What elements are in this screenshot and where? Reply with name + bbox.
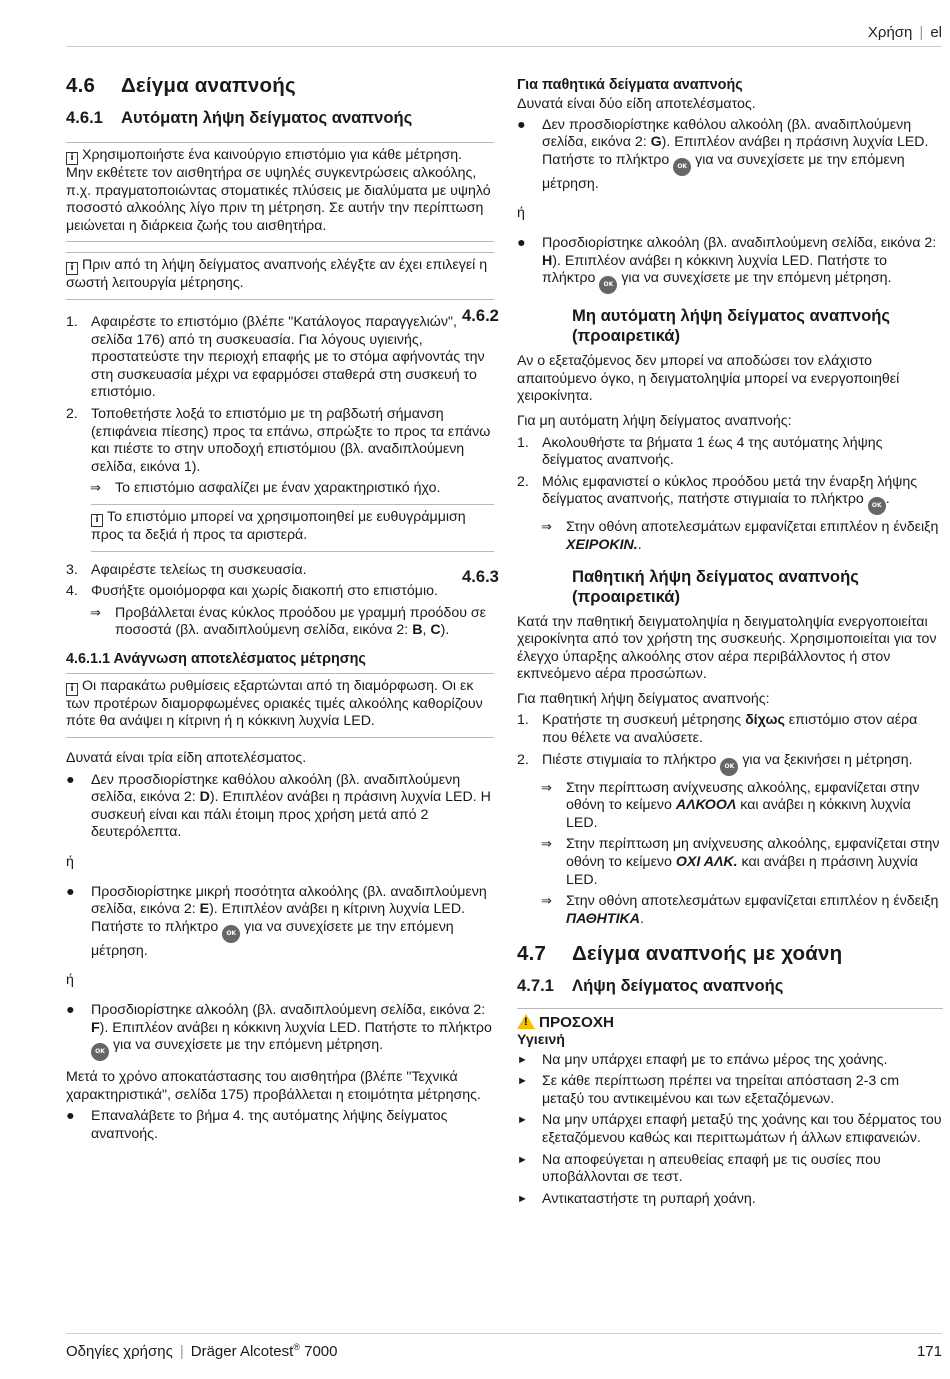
result-arrow-icon: ⇒	[541, 837, 552, 853]
bullet-item: ● Επαναλάβετε το βήμα 4. της αυτόματης λήψης δείγματος αναπνοής.	[66, 1108, 448, 1142]
info-icon: i	[91, 514, 103, 527]
passive-samples-heading: Για παθητικά δείγματα αναπνοής	[517, 77, 743, 93]
ok-button-icon: OK	[599, 276, 617, 294]
result-item: ⇒ Το επιστόμιο ασφαλίζει με έναν χαρακτηριστικό ήχο.	[90, 480, 441, 497]
footer-title: Οδηγίες χρήσης | Dräger Alcotest® 7000	[66, 1342, 338, 1360]
result-item: ⇒ Στην περίπτωση μη ανίχνευσης αλκοόλης, εμφανίζεται στην οθόνη το κείμενο ΟΧΙ ΑΛΚ. και ανάβει η πράσινη λυχνία LED.	[541, 836, 940, 888]
list-item: 4. Φυσήξτε ομοιόμορφα και χωρίς διακοπή στο επιστόμιο.	[66, 583, 438, 600]
warning-icon	[517, 1014, 535, 1029]
result-item: ⇒ Προβάλλεται ένας κύκλος προόδου με γραμμή προόδου σε ποσοστά (βλ. αναδιπλούμενη σελίδα, εικόνα 2: B, C).	[90, 604, 487, 639]
left-column	[66, 74, 494, 1148]
result-item: ⇒ Στην οθόνη αποτελεσμάτων εμφανίζεται επιπλέον η ένδειξη ΧΕΙΡΟΚΙΝ..	[541, 519, 939, 553]
result-item: ⇒ Στην οθόνη αποτελεσμάτων εμφανίζεται επιπλέον η ένδειξη ΠΑΘΗΤΙΚΑ.	[541, 893, 939, 927]
info-note-mode	[66, 252, 494, 300]
footer-rule	[66, 1333, 942, 1334]
triangle-bullet-icon: ►	[517, 1075, 528, 1088]
bullet-icon: ●	[66, 1002, 75, 1018]
or-separator: ή	[66, 854, 74, 871]
steps-list	[66, 314, 494, 640]
or-separator: ή	[517, 205, 525, 222]
section-4-7-heading: 4.7 Δείγμα αναπνοής με χοάνη	[517, 942, 843, 966]
caution-heading: !ΠΡΟΣΟΧΗ	[517, 1008, 943, 1032]
bullet-item: ● Δεν προσδιορίστηκε καθόλου αλκοόλη (βλ. αναδιπλούμενη σελίδα, εικόνα 2: D). Επιπλέον ανάβει η πράσινη λυχνία LED. Η συσκευή είναι και πάλι έτοιμη προς χρήση μετά από 2 δευτερόλεπτα.	[66, 771, 491, 841]
list-item: 1. Ακολουθήστε τα βήματα 1 έως 4 της αυτόματης λήψης δείγματος αναπνοής.	[517, 434, 883, 469]
bullet-icon: ●	[66, 1108, 75, 1125]
running-header: Χρήση | el	[867, 24, 942, 41]
bullet-item: ● Προσδιορίστηκε αλκοόλη (βλ. αναδιπλούμενη σελίδα, εικόνα 2: F). Επιπλέον ανάβει η κόκκινη λυχνία LED. Πατήστε το πλήκτρο OK για να συνεχίσετε με την επόμενη μέτρηση.	[66, 1002, 494, 1061]
caution-item: ► Σε κάθε περίπτωση πρέπει να τηρείται απόσταση 2-3 cm μεταξύ του αντικειμένου και των εξεταζόμενων.	[517, 1073, 900, 1107]
paragraph: Αν ο εξεταζόμενος δεν μπορεί να αποδώσει τον ελάχιστο απαιτούμενο όγκο, η δειγματοληψία μπορεί να ενεργοποιηθεί χειροκίνητα.	[517, 353, 900, 405]
list-item: 1. Αφαιρέστε το επιστόμιο (βλέπε "Κατάλογος παραγγελιών", σελίδα 176) από τη συσκευασία. Για λόγους υγιεινής, προστατεύστε την περιοχή επαφής με το στόμα αφήνοντάς την στη συσκευασία μέχρι να εφαρμόσει σταθερά στη συσκευή το επιστόμιο.	[66, 313, 485, 401]
ok-button-icon: OK	[222, 925, 240, 943]
right-column	[462, 76, 943, 1212]
product-name: Dräger Alcotest	[190, 1343, 294, 1360]
list-item: 2. Μόλις εμφανιστεί ο κύκλος προόδου μετά την έναρξη λήψης δείγματος αναπνοής, πατήστε στιγμιαία το πλήκτρο OK .	[517, 474, 943, 516]
list-item: 3. Αφαιρέστε τελείως τη συσκευασία.	[66, 561, 307, 578]
result-arrow-icon: ⇒	[541, 520, 552, 536]
section-4-6-1-heading: 4.6.1 Αυτόματη λήψη δείγματος αναπνοής	[66, 108, 413, 127]
header-lang: el	[930, 24, 942, 41]
section-4-6-2-heading: 4.6.2 Μη αυτόματη λήψη δείγματος αναπνοής (προαιρετικά)	[462, 306, 891, 346]
hygiene-label: Υγιεινή	[517, 1032, 565, 1048]
bullet-item: ● Προσδιορίστηκε αλκοόλη (βλ. αναδιπλούμενη σελίδα, εικόνα 2: H). Επιπλέον ανάβει η κόκκινη λυχνία LED. Πατήστε το πλήκτρο OK για να συνεχίσετε με την επόμενη μέτρηση.	[517, 235, 943, 294]
caution-item: ► Να μην υπάρχει επαφή με το επάνω μέρος της χοάνης.	[517, 1051, 888, 1068]
ok-button-icon: OK	[91, 1043, 109, 1061]
result-arrow-icon: ⇒	[90, 481, 101, 497]
header-section: Χρήση	[867, 24, 913, 41]
paragraph: Για μη αυτόματη λήψη δείγματος αναπνοής:	[517, 412, 792, 429]
result-item: ⇒ Στην περίπτωση ανίχνευσης αλκοόλης, εμφανίζεται στην οθόνη το κείμενο ΑΛΚΟΟΛ και ανάβει η κόκκινη λυχνία LED.	[541, 779, 920, 831]
ok-button-icon: OK	[673, 158, 691, 176]
bullet-item: ● Δεν προσδιορίστηκε καθόλου αλκοόλη (βλ. αναδιπλούμενη σελίδα, εικόνα 2: G). Επιπλέον ανάβει η πράσινη λυχνία LED. Πατήστε το πλήκτρο OK για να συνεχίσετε με την επόμενη μέτρηση.	[517, 116, 929, 192]
note-text: Πριν από τη λήψη δείγματος αναπνοής ελέγξτε αν έχει επιλεγεί η σωστή λειτουργία μέτρησης.	[66, 257, 488, 292]
bullet-icon: ●	[66, 883, 75, 900]
bullet-item: ● Προσδιορίστηκε μικρή ποσότητα αλκοόλης (βλ. αναδιπλούμενη σελίδα, εικόνα 2: E). Επιπλέον ανάβει η κίτρινη λυχνία LED. Πατήστε το πλήκτρο OK για να συνεχίσετε με την επόμενη μέτρηση.	[66, 883, 487, 959]
caution-item: ► Να μην υπάρχει επαφή μεταξύ της χοάνης και του δέρματος του εξεταζόμενου καθώς και περιττωμάτων ή άλλων επιφανειών.	[517, 1112, 942, 1146]
bullet-icon: ●	[517, 234, 526, 251]
section-4-6-3-heading: 4.6.3 Παθητική λήψη δείγματος αναπνοής (προαιρετικά)	[462, 566, 859, 606]
caution-item: ► Να αποφεύγεται η απευθείας επαφή με τις ουσίες που υποβάλλονται σε τεστ.	[517, 1151, 881, 1186]
bullet-icon: ●	[517, 116, 526, 133]
result-arrow-icon: ⇒	[541, 780, 552, 796]
triangle-bullet-icon: ►	[517, 1192, 528, 1205]
ok-button-icon: OK	[868, 497, 886, 515]
section-4-6-heading: 4.6 Δείγμα αναπνοής	[66, 74, 296, 97]
paragraph: Μετά το χρόνο αποκατάστασης του αισθητήρα (βλέπε "Τεχνικά χαρακτηριστικά", σελίδα 175) προβάλλεται η ετοιμότητα μέτρησης.	[66, 1069, 481, 1103]
paragraph: Δυνατά είναι τρία είδη αποτελέσματος.	[66, 750, 307, 767]
triangle-bullet-icon: ►	[517, 1053, 528, 1066]
list-item: 2. Τοποθετήστε λοξά το επιστόμιο με τη ραβδωτή σήμανση (επιφάνεια πίεσης) προς τα επάνω, σπρώξτε το προς τα επάνω και πιέστε το στην υποδοχή επιστόμιου (βλ. αναδιπλούμενη σελίδα, εικόνα 1).	[66, 405, 491, 475]
result-arrow-icon: ⇒	[90, 605, 101, 621]
info-icon: i	[66, 152, 78, 165]
caution-item: ► Αντικαταστήστε τη ρυπαρή χοάνη.	[517, 1190, 756, 1207]
bullet-icon: ●	[66, 771, 75, 788]
ok-button-icon: OK	[720, 758, 738, 776]
paragraph: Για παθητική λήψη δείγματος αναπνοής:	[517, 690, 770, 707]
triangle-bullet-icon: ►	[517, 1114, 528, 1127]
paragraph: Κατά την παθητική δειγματοληψία η δειγματοληψία ενεργοποιείται χειροκίνητα από τον χρήστη της συσκευής. Χρησιμοποιείται για τον έλεγχο ύπαρξης αλκοόλης στον αέρα περιβάλλοντος ή στον εκπνεόμενο αέρα προσώπων.	[517, 613, 937, 683]
section-4-7-1-heading: 4.7.1 Λήψη δείγματος αναπνοής	[517, 976, 784, 996]
triangle-bullet-icon: ►	[517, 1153, 528, 1166]
note-text: Χρησιμοποιήστε ένα καινούργιο επιστόμιο για κάθε μέτρηση. Μην εκθέτετε τον αισθητήρα σε υψηλές συγκεντρώσεις αλκοόλης, π.χ. πραγματοποιώντας στοματικές πλύσεις με διαλύματα με υψηλό ποσοστό αλκοόλης λίγο πριν τη μέτρηση. Σε αυτήν την περίπτωση μειώνεται η διάρκεια ζωής του αισθητήρα.	[66, 147, 491, 234]
section-4-6-1-1-heading: 4.6.1.1 Ανάγνωση αποτελέσματος μέτρησης	[66, 650, 366, 667]
list-item: 2. Πιέστε στιγμιαία το πλήκτρο OK για να ξεκινήσει η μέτρηση.	[517, 752, 943, 776]
info-note-orientation: i Το επιστόμιο μπορεί να χρησιμοποιηθεί με ευθυγράμμιση προς τα δεξιά ή προς τα αριστερά.	[91, 504, 494, 552]
list-item: 1. Κρατήστε τη συσκευή μέτρησης δίχως επιστόμιο στον αέρα που θέλετε να αναλύσετε.	[517, 712, 918, 747]
result-arrow-icon: ⇒	[541, 894, 552, 910]
info-note-mouthpiece	[66, 142, 494, 242]
info-icon: i	[66, 683, 78, 696]
info-note-config: i Οι παρακάτω ρυθμίσεις εξαρτώνται από τη διαμόρφωση. Οι εκ των προτέρων διαμορφωμένες οριακές τιμές αλκοόλης καθορίζουν πότε θα ανάψει η κίτρινη ή η κόκκινη λυχνία LED.	[66, 673, 494, 738]
paragraph: Δυνατά είναι δύο είδη αποτελέσματος.	[517, 96, 756, 112]
page-number: 171	[916, 1343, 942, 1360]
header-rule	[66, 46, 942, 47]
or-separator: ή	[66, 972, 74, 989]
info-icon: i	[66, 262, 78, 275]
